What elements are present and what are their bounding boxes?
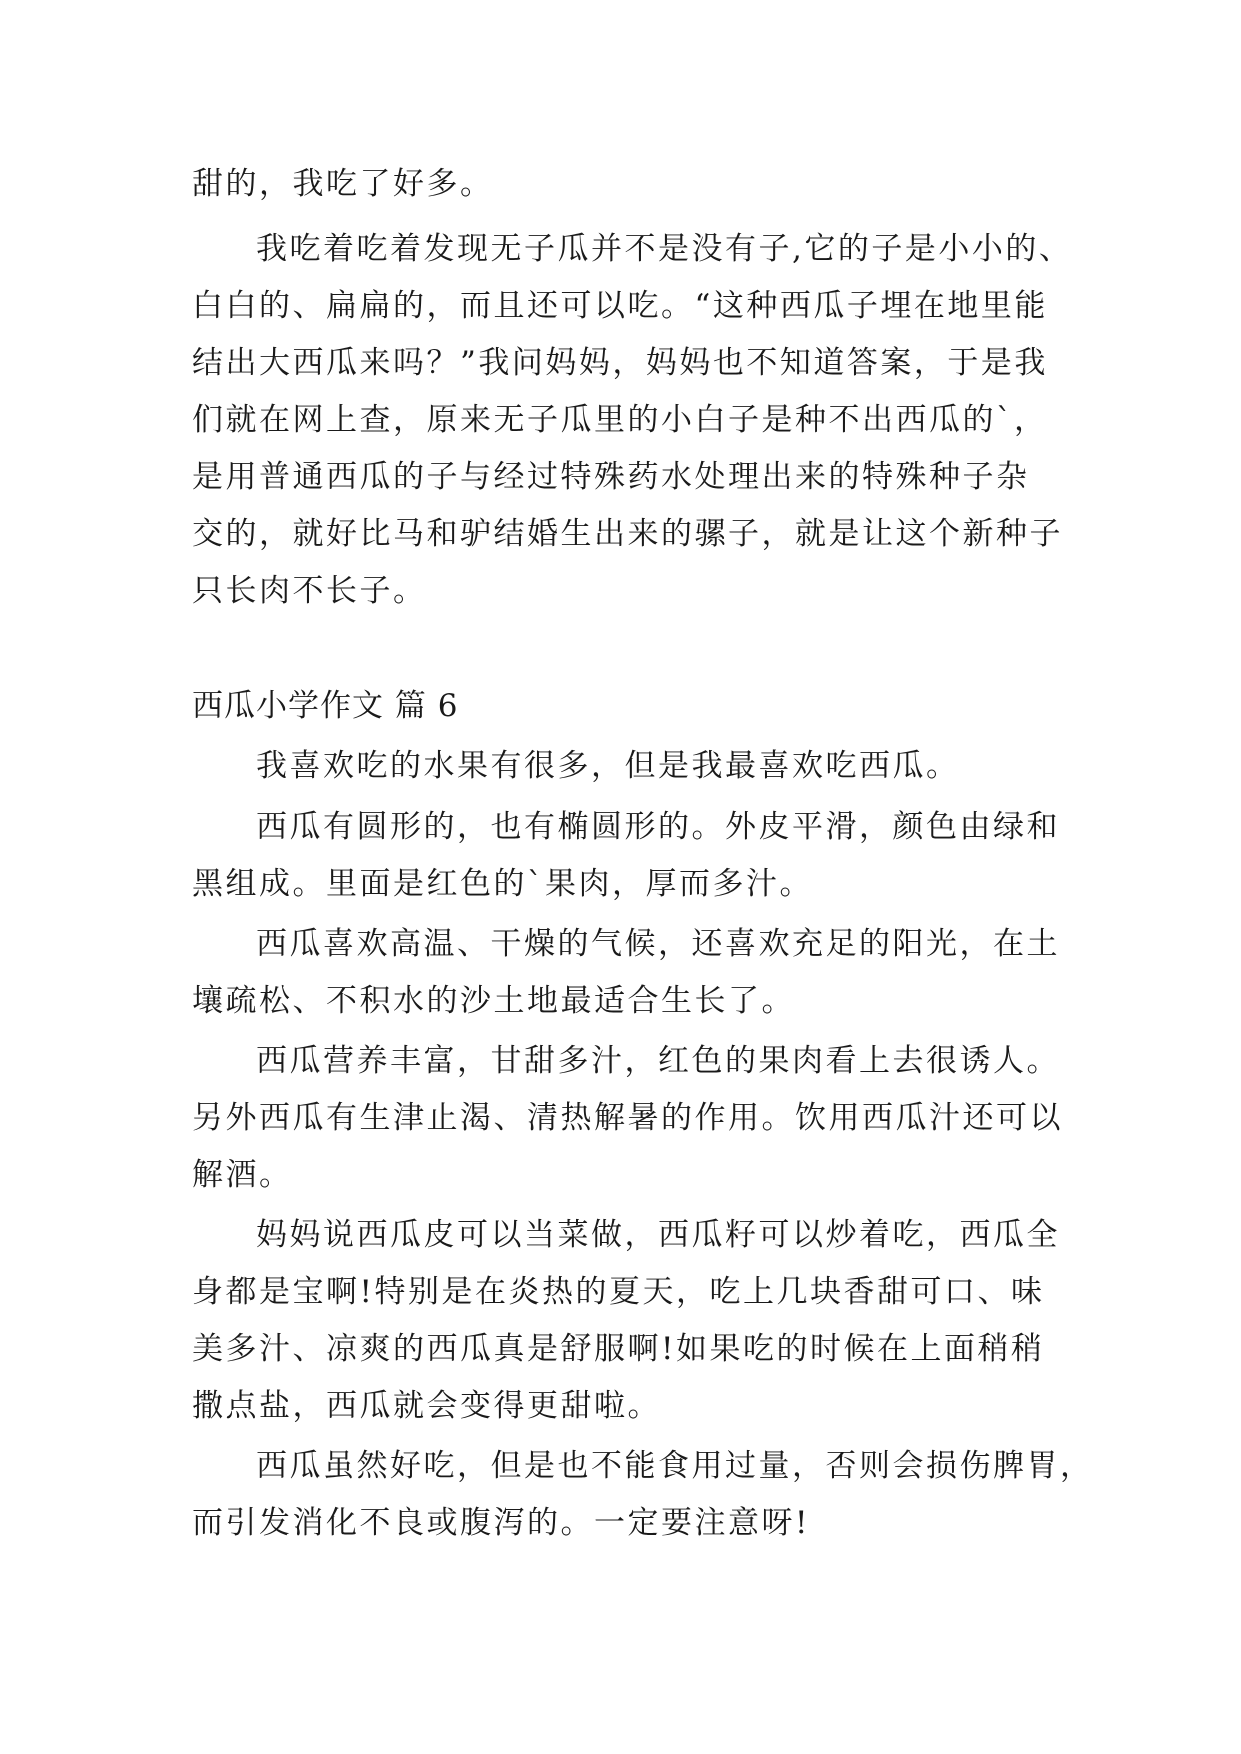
paragraph-line: 我吃着吃着发现无子瓜并不是没有子,它的子是小小的、 — [256, 231, 1073, 267]
paragraph-line: 而引发消化不良或腹泻的。一定要注意呀! — [192, 1505, 810, 1541]
paragraph-line: 是用普通西瓜的子与经过特殊药水处理出来的特殊种子杂 — [192, 459, 1030, 495]
paragraph-line: 结出大西瓜来吗？”我问妈妈，妈妈也不知道答案，于是我 — [192, 345, 1048, 381]
essay-title: 西瓜小学作文 篇 6 — [192, 688, 459, 724]
paragraph-line: 身都是宝啊!特别是在炎热的夏天，吃上几块香甜可口、味 — [192, 1274, 1045, 1310]
paragraph-line: 西瓜营养丰富，甘甜多汁，红色的果肉看上去很诱人。 — [256, 1043, 1060, 1079]
paragraph-line: 黑组成。里面是红色的`果肉，厚而多汁。 — [192, 866, 813, 902]
paragraph-line: 甜的，我吃了好多。 — [192, 166, 494, 202]
paragraph-line: 壤疏松、不积水的沙土地最适合生长了。 — [192, 983, 795, 1019]
paragraph-line: 西瓜喜欢高温、干燥的气候，还喜欢充足的阳光，在土 — [256, 926, 1060, 962]
paragraph-line: 们就在网上查，原来无子瓜里的小白子是种不出西瓜的`， — [192, 402, 1048, 438]
paragraph-line: 撒点盐，西瓜就会变得更甜啦。 — [192, 1388, 661, 1424]
paragraph-line: 解酒。 — [192, 1157, 293, 1193]
paragraph-line: 我喜欢吃的水果有很多，但是我最喜欢吃西瓜。 — [256, 748, 960, 784]
paragraph-line: 西瓜虽然好吃，但是也不能食用过量，否则会损伤脾胃， — [256, 1448, 1094, 1484]
paragraph-line: 白白的、扁扁的，而且还可以吃。“这种西瓜子埋在地里能 — [192, 288, 1048, 324]
paragraph-line: 只长肉不长子。 — [192, 573, 427, 609]
paragraph-line: 另外西瓜有生津止渴、清热解暑的作用。饮用西瓜汁还可以 — [192, 1100, 1063, 1136]
paragraph-line: 妈妈说西瓜皮可以当菜做，西瓜籽可以炒着吃，西瓜全 — [256, 1217, 1060, 1253]
paragraph-line: 西瓜有圆形的，也有椭圆形的。外皮平滑，颜色由绿和 — [256, 809, 1060, 845]
paragraph-line: 美多汁、凉爽的西瓜真是舒服啊!如果吃的时候在上面稍稍 — [192, 1331, 1045, 1367]
paragraph-line: 交的，就好比马和驴结婚生出来的骡子，就是让这个新种子 — [192, 516, 1063, 552]
